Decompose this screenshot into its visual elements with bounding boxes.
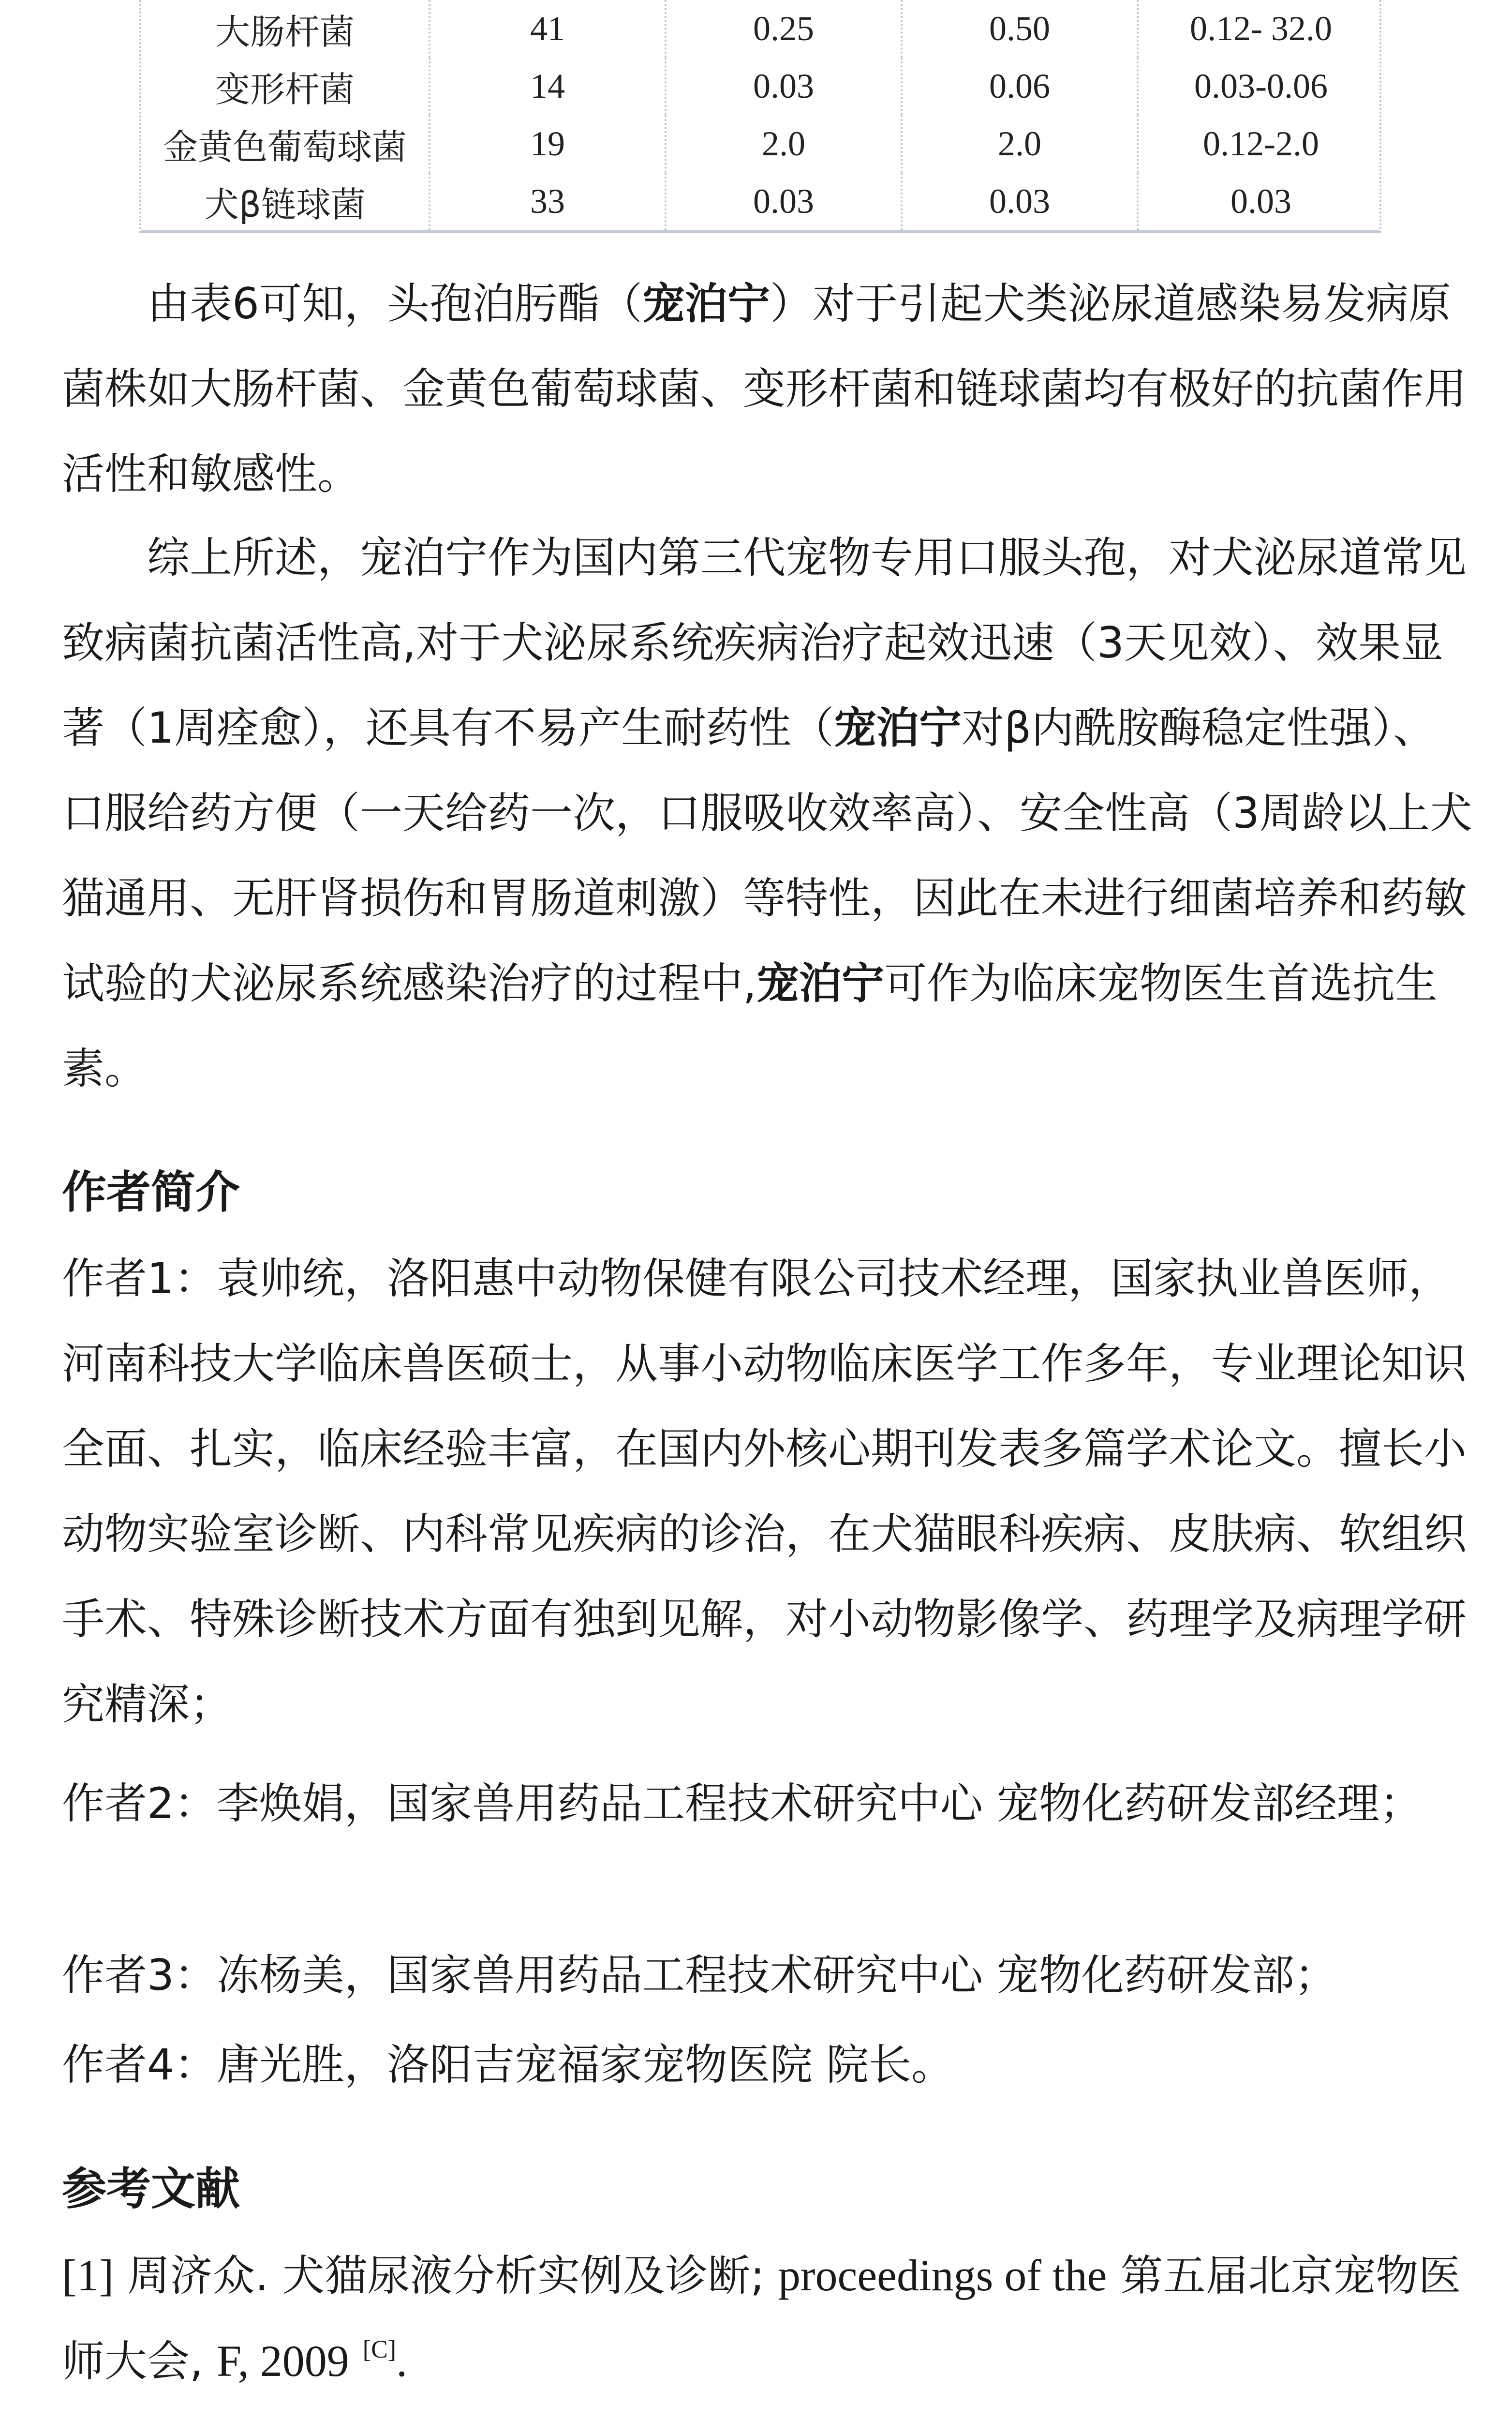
ref-proceedings: proceedings of the <box>778 2251 1107 2300</box>
cell-mic50: 0.25 <box>666 0 902 58</box>
cell-strains: 19 <box>430 115 666 173</box>
authors-heading: 作者简介 <box>62 1166 240 1218</box>
cell-mic50: 2.0 <box>666 115 902 173</box>
references-heading: 参考文献 <box>62 2163 240 2215</box>
brand-name: 宠泊宁 <box>834 703 962 753</box>
cell-mic50: 0.03 <box>666 58 902 115</box>
cell-mic50: 0.03 <box>666 173 902 230</box>
ref-end: . <box>396 2336 408 2386</box>
table-row <box>141 58 1383 115</box>
cell-mic90: 0.50 <box>902 0 1138 58</box>
ref-type: [C] <box>362 2336 397 2363</box>
ref-title: 犬猫尿液分析实例及诊断; <box>282 2251 765 2300</box>
brand-name: 宠泊宁 <box>642 279 771 329</box>
cell-range: 0.12- 32.0 <box>1190 9 1332 48</box>
p1-text-c: ）对于引起犬类泌尿道感染易发病原菌株如大肠杆菌、金黄色葡萄球菌、变形杆菌和链球菌均有极好的抗菌作用活性和敏感性。 <box>62 279 1467 499</box>
cell-bacteria: 金黄色葡萄球菌 <box>141 115 430 173</box>
ref-year: F, 2009 <box>216 2336 349 2386</box>
cell-bacteria: 变形杆菌 <box>141 58 430 115</box>
p2-text-c: 对β内酰胺酶稳定性强）、口服给药方便（一天给药一次，口服吸收效率高）、安全性高（3周龄以上犬猫通用、无肝肾损伤和胃肠道刺激）等特性，因此在未进行细菌培养和药敏试验的犬泌尿系统感染治疗的过程中, <box>62 703 1472 1008</box>
cell-strains: 14 <box>430 58 666 115</box>
cell-strains: 33 <box>430 173 666 230</box>
author-4: 作者4：唐光胜，洛阳吉宠福家宠物医院 院长。 <box>62 2040 954 2090</box>
reference-1 <box>62 2233 1474 2404</box>
p1-text-a: 由表6可知，头孢泊肟酯（ <box>147 279 642 329</box>
mic-table-grid <box>141 0 1383 230</box>
mic-table <box>139 0 1381 233</box>
cell-bacteria: 犬β链球菌 <box>141 173 430 230</box>
cell-range: 0.03 <box>1230 182 1291 221</box>
p2-text-e: 可作为临床宠物医生首选抗生素。 <box>62 958 1438 1093</box>
cell-mic90: 2.0 <box>902 115 1138 173</box>
ref-conference: 第五届北京宠物医师大会, <box>62 2251 1461 2386</box>
cell-range: 0.12-2.0 <box>1203 124 1319 163</box>
paragraph-summary <box>62 515 1474 1111</box>
cell-range: 0.03-0.06 <box>1194 67 1328 105</box>
cell-bacteria: 大肠杆菌 <box>141 0 430 58</box>
table-row <box>141 173 1383 230</box>
table-row <box>141 115 1383 173</box>
cell-mic90: 0.03 <box>902 173 1138 230</box>
table-row <box>141 0 1383 58</box>
paragraph-table-conclusion <box>62 261 1474 517</box>
author-2: 作者2：李焕娟，国家兽用药品工程技术研究中心 宠物化药研发部经理； <box>62 1778 1422 1828</box>
brand-name: 宠泊宁 <box>756 958 884 1008</box>
cell-mic90: 0.06 <box>902 58 1138 115</box>
cell-strains: 41 <box>430 0 666 58</box>
ref-number: [1] <box>62 2251 114 2300</box>
author-3: 作者3：冻杨美，国家兽用药品工程技术研究中心 宠物化药研发部； <box>62 1950 1337 2000</box>
p2-text-a: 综上所述，宠泊宁作为国内第三代宠物专用口服头孢，对犬泌尿道常见致病菌抗菌活性高,对于犬泌尿系统疾病治疗起效迅速（3天见效）、效果显著（1周痊愈），还具有不易产生耐药性（ <box>62 533 1467 753</box>
ref-author: 周济众. <box>127 2251 269 2300</box>
author-1: 作者1：袁帅统，洛阳惠中动物保健有限公司技术经理，国家执业兽医师，河南科技大学临床兽医硕士，从事小动物临床医学工作多年，专业理论知识全面、扎实，临床经验丰富，在国内外核心期刊发表多篇学术论文。擅长小动物实验室诊断、内科常见疾病的诊治，在犬猫眼科疾病、皮肤病、软组织手术、特殊诊断技术方面有独到见解，对小动物影像学、药理学及病理学研究精深； <box>62 1254 1467 1729</box>
